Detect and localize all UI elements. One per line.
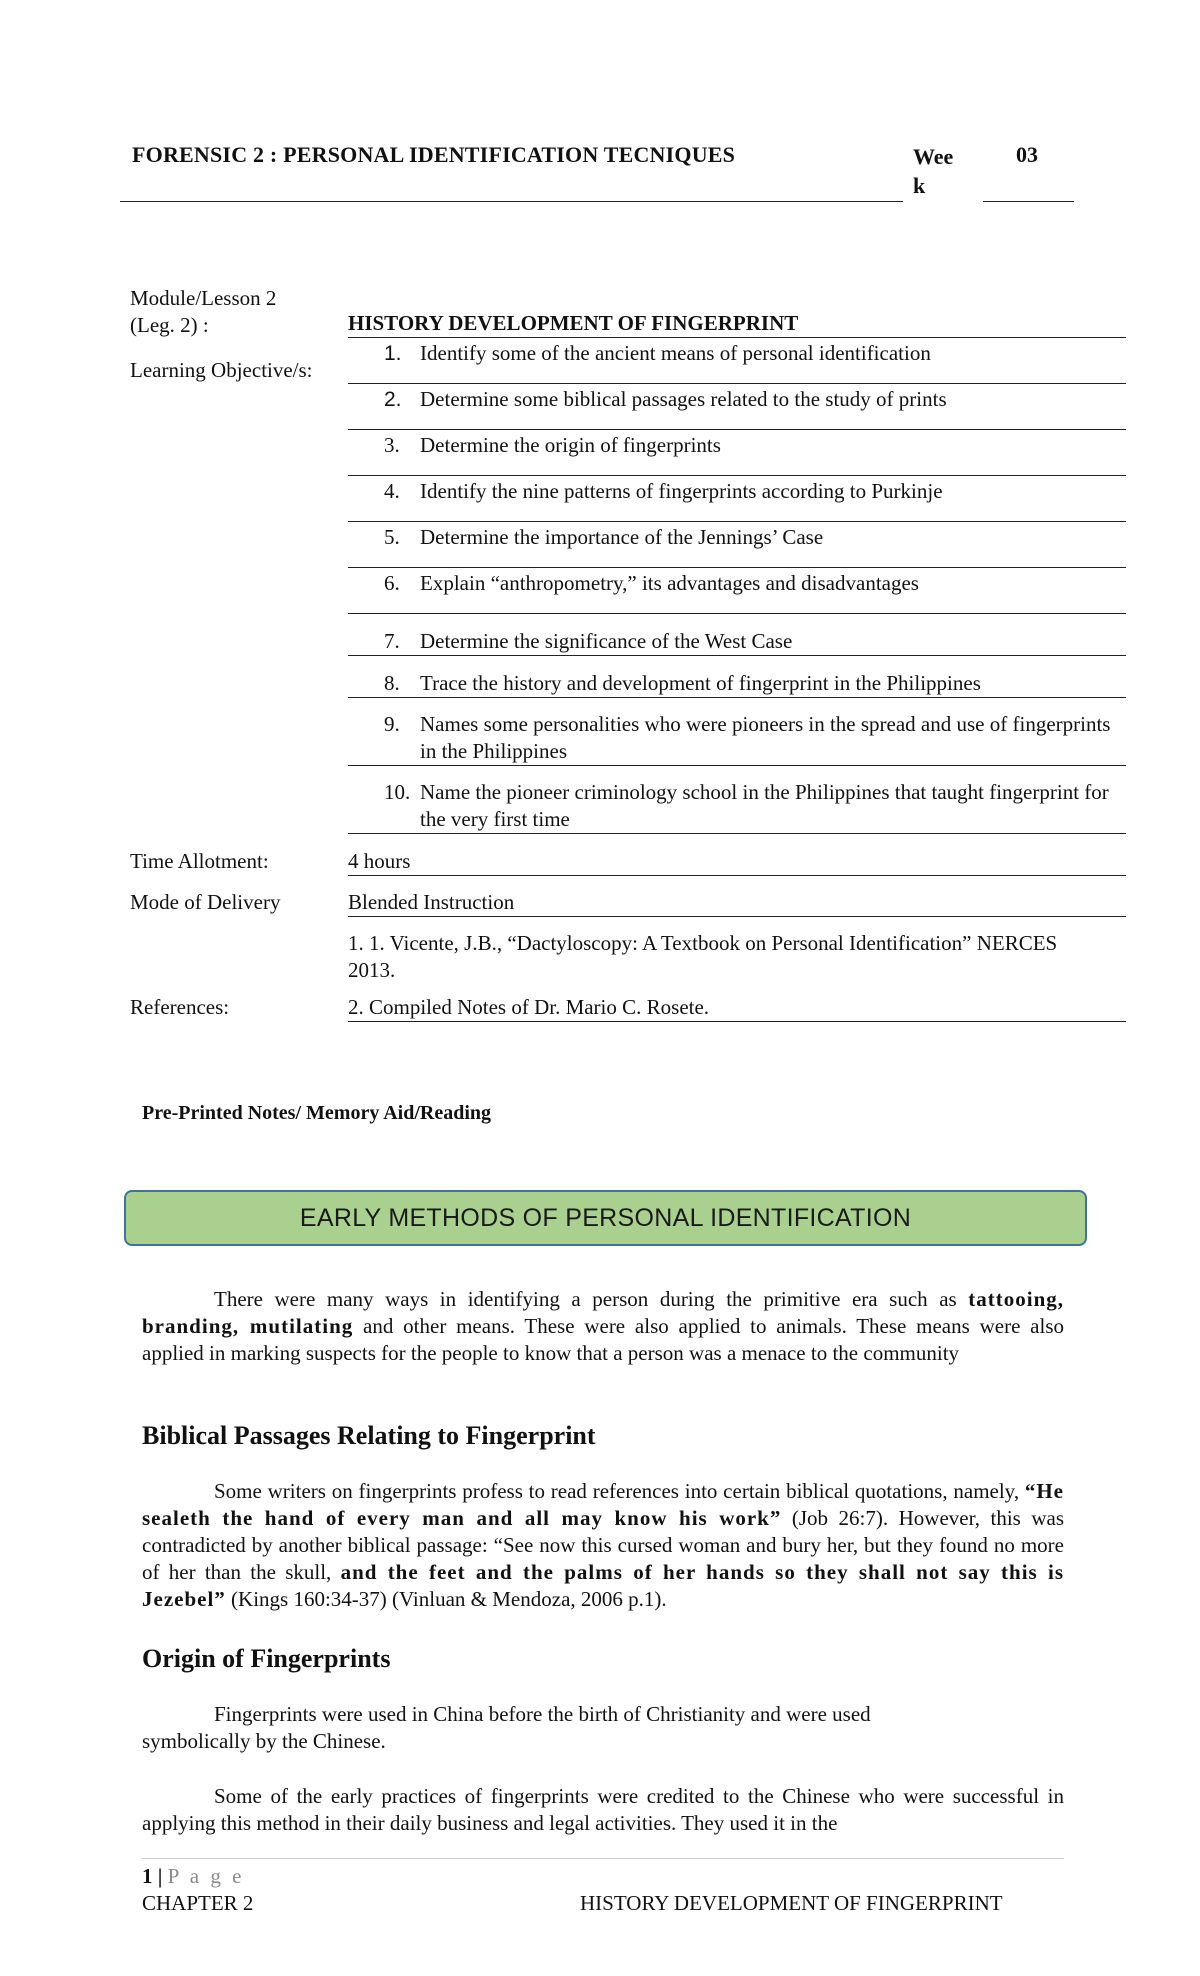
notes-heading: Pre-Printed Notes/ Memory Aid/Reading — [142, 1102, 492, 1124]
mode-label: Mode of Delivery — [130, 890, 281, 914]
biblical-heading: Biblical Passages Relating to Fingerprint — [142, 1421, 596, 1450]
objective-item: 7. Determine the significance of the West Case — [348, 628, 1126, 656]
week-number: 03 — [1016, 142, 1038, 167]
objective-item: 4. Identify the nine patterns of fingerprints according to Purkinje — [348, 478, 1126, 522]
intro-paragraph: There were many ways in identifying a person during the primitive era such as tattooing, branding, mutilating and other means. These were also applied to animals. These means were also applied in marking suspects for the people to know that a person was a menace to the community — [142, 1287, 1065, 1365]
week-label: Wee k — [913, 144, 954, 198]
reference-2: 2. Compiled Notes of Dr. Mario C. Rosete. — [348, 994, 1126, 1022]
header-underline — [120, 201, 903, 202]
objective-item: 8. Trace the history and development of fingerprint in the Philippines — [348, 670, 1126, 698]
objectives-label: Learning Objective/s: — [130, 358, 313, 382]
objective-item: 1. Identify some of the ancient means of personal identification — [348, 340, 1126, 384]
week-underline — [983, 201, 1074, 202]
footer-chapter: CHAPTER 2 — [142, 1891, 254, 1915]
mode-value: Blended Instruction — [348, 889, 1126, 917]
origin-paragraph-2: Some of the early practices of fingerprints were credited to the Chinese who were successful in applying this method in their daily business and legal activities. They used it in the — [142, 1784, 1064, 1835]
objective-item: 10. Name the pioneer criminology school in the Philippines that taught fingerprint for the very first time — [348, 779, 1126, 834]
objective-item: 3. Determine the origin of fingerprints — [348, 432, 1126, 476]
objective-item: 2. Determine some biblical passages related to the study of prints — [348, 386, 1126, 430]
course-title: FORENSIC 2 : PERSONAL IDENTIFICATION TECNIQUES — [132, 142, 736, 167]
objective-separator — [348, 613, 1126, 614]
objective-item: 6. Explain “anthropometry,” its advantages and disadvantages — [348, 570, 1126, 614]
time-value: 4 hours — [348, 848, 1126, 876]
reference-1: 1. 1. Vicente, J.B., “Dactyloscopy: A Textbook on Personal Identification” NERCES 2013. — [348, 931, 1058, 982]
references-label: References: — [130, 995, 230, 1019]
footer-rule — [142, 1858, 1064, 1859]
origin-heading: Origin of Fingerprints — [142, 1644, 391, 1673]
objective-item: 9. Names some personalities who were pioneers in the spread and use of fingerprints in the Philippines — [348, 711, 1126, 766]
time-label: Time Allotment: — [130, 849, 269, 873]
module-title: HISTORY DEVELOPMENT OF FINGERPRINT — [348, 310, 1126, 338]
objective-item: 5. Determine the importance of the Jennings’ Case — [348, 524, 1126, 568]
module-label: Module/Lesson 2 (Leg. 2) : — [130, 286, 277, 337]
page-number: 1 | P a g e — [142, 1864, 245, 1888]
section-banner: EARLY METHODS OF PERSONAL IDENTIFICATION — [124, 1190, 1087, 1246]
footer-chapter-title: HISTORY DEVELOPMENT OF FINGERPRINT — [580, 1891, 1003, 1915]
origin-paragraph-1: Fingerprints were used in China before the birth of Christianity and were used symbolically by the Chinese. — [142, 1702, 871, 1753]
biblical-paragraph: Some writers on fingerprints profess to read references into certain biblical quotations, namely, “He sealeth the hand of every man and all may know his work” (Job 26:7). However, this was contradicted by another biblical passage: “See now this cursed woman and bury her, but they found no more of her than the skull, and the feet and the palms of her hands so they shall not say this is Jezebel” (Kings 160:34-37) (Vinluan & Mendoza, 2006 p.1). — [142, 1479, 1064, 1611]
